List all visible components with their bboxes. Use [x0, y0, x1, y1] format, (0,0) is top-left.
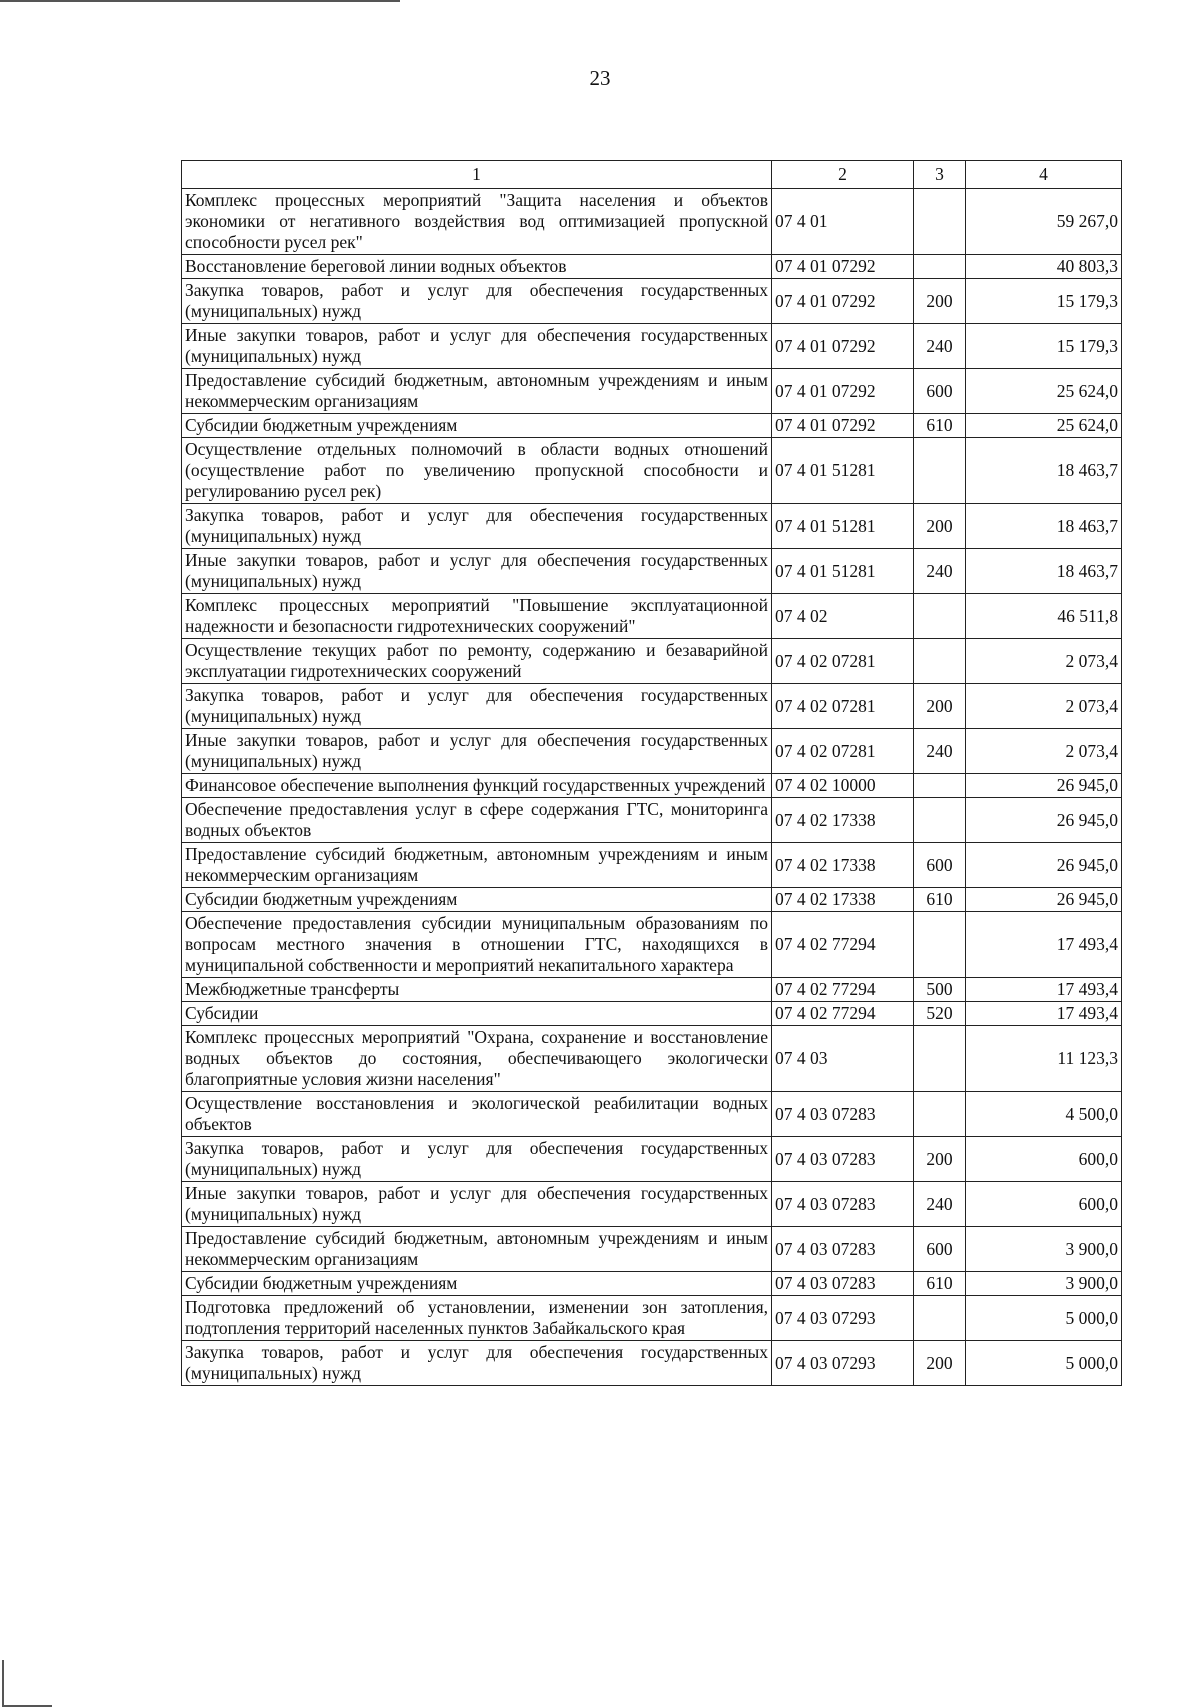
row-type: 200 — [914, 1137, 966, 1182]
row-type: 610 — [914, 888, 966, 912]
scan-edge-top — [0, 0, 400, 2]
row-type: 600 — [914, 369, 966, 414]
row-name: Комплекс процессных мероприятий "Повышение эксплуатационной надежности и безопасности гидротехнических сооружений" — [182, 594, 772, 639]
table-row — [182, 888, 1122, 912]
row-amount: 15 179,3 — [966, 324, 1122, 369]
row-name: Предоставление субсидий бюджетным, автономным учреждениям и иным некоммерческим организациям — [182, 843, 772, 888]
row-name: Иные закупки товаров, работ и услуг для обеспечения государственных (муниципальных) нужд — [182, 324, 772, 369]
table-row — [182, 549, 1122, 594]
row-code: 07 4 01 07292 — [772, 369, 914, 414]
table-row — [182, 912, 1122, 978]
row-code: 07 4 02 07281 — [772, 684, 914, 729]
row-amount: 25 624,0 — [966, 414, 1122, 438]
row-amount: 5 000,0 — [966, 1341, 1122, 1386]
header-col-4: 4 — [966, 161, 1122, 189]
row-name: Финансовое обеспечение выполнения функций государственных учреждений — [182, 774, 772, 798]
header-row — [182, 161, 1122, 189]
row-amount: 4 500,0 — [966, 1092, 1122, 1137]
row-code: 07 4 03 07283 — [772, 1092, 914, 1137]
table-row — [182, 504, 1122, 549]
row-type — [914, 189, 966, 255]
table-row — [182, 594, 1122, 639]
row-name: Комплекс процессных мероприятий "Охрана, сохранение и восстановление водных объектов до состояния, обеспечивающего экологически благоприятные условия жизни населения" — [182, 1026, 772, 1092]
row-type: 200 — [914, 1341, 966, 1386]
row-amount: 46 511,8 — [966, 594, 1122, 639]
row-amount: 17 493,4 — [966, 978, 1122, 1002]
row-name: Восстановление береговой линии водных объектов — [182, 255, 772, 279]
table-row — [182, 324, 1122, 369]
row-type: 600 — [914, 1227, 966, 1272]
row-amount: 26 945,0 — [966, 774, 1122, 798]
table-row — [182, 798, 1122, 843]
table-row — [182, 1227, 1122, 1272]
row-code: 07 4 02 10000 — [772, 774, 914, 798]
row-name: Предоставление субсидий бюджетным, автономным учреждениям и иным некоммерческим организациям — [182, 369, 772, 414]
row-amount: 3 900,0 — [966, 1227, 1122, 1272]
row-type: 520 — [914, 1002, 966, 1026]
row-name: Предоставление субсидий бюджетным, автономным учреждениям и иным некоммерческим организациям — [182, 1227, 772, 1272]
row-name: Закупка товаров, работ и услуг для обеспечения государственных (муниципальных) нужд — [182, 1341, 772, 1386]
table-row — [182, 438, 1122, 504]
row-code: 07 4 02 17338 — [772, 798, 914, 843]
row-type — [914, 1296, 966, 1341]
table-row — [182, 1296, 1122, 1341]
row-name: Иные закупки товаров, работ и услуг для обеспечения государственных (муниципальных) нужд — [182, 729, 772, 774]
row-amount: 40 803,3 — [966, 255, 1122, 279]
row-code: 07 4 02 — [772, 594, 914, 639]
table-row — [182, 189, 1122, 255]
row-name: Закупка товаров, работ и услуг для обеспечения государственных (муниципальных) нужд — [182, 504, 772, 549]
row-amount: 15 179,3 — [966, 279, 1122, 324]
row-type: 240 — [914, 729, 966, 774]
row-name: Субсидии — [182, 1002, 772, 1026]
row-type — [914, 594, 966, 639]
row-type: 610 — [914, 414, 966, 438]
row-code: 07 4 02 77294 — [772, 978, 914, 1002]
table-row — [182, 843, 1122, 888]
row-amount: 17 493,4 — [966, 912, 1122, 978]
row-code: 07 4 02 07281 — [772, 729, 914, 774]
row-code: 07 4 01 07292 — [772, 324, 914, 369]
row-type — [914, 639, 966, 684]
table-row — [182, 1026, 1122, 1092]
row-type: 200 — [914, 684, 966, 729]
row-type — [914, 912, 966, 978]
table-row — [182, 684, 1122, 729]
row-code: 07 4 01 51281 — [772, 438, 914, 504]
row-amount: 25 624,0 — [966, 369, 1122, 414]
row-code: 07 4 02 17338 — [772, 843, 914, 888]
row-amount: 26 945,0 — [966, 798, 1122, 843]
row-name: Обеспечение предоставления субсидии муниципальным образованиям по вопросам местного значения в отношении ГТС, находящихся в муниципальной собственности и мероприятий некапитального характера — [182, 912, 772, 978]
row-code: 07 4 01 51281 — [772, 504, 914, 549]
row-name: Закупка товаров, работ и услуг для обеспечения государственных (муниципальных) нужд — [182, 1137, 772, 1182]
table-row — [182, 978, 1122, 1002]
row-amount: 3 900,0 — [966, 1272, 1122, 1296]
row-amount: 11 123,3 — [966, 1026, 1122, 1092]
row-code: 07 4 03 07283 — [772, 1272, 914, 1296]
row-code: 07 4 03 07293 — [772, 1341, 914, 1386]
row-name: Закупка товаров, работ и услуг для обеспечения государственных (муниципальных) нужд — [182, 684, 772, 729]
table-row — [182, 369, 1122, 414]
row-amount: 600,0 — [966, 1137, 1122, 1182]
table-row — [182, 1182, 1122, 1227]
row-code: 07 4 01 07292 — [772, 279, 914, 324]
budget-table — [181, 160, 1122, 1386]
row-name: Осуществление текущих работ по ремонту, содержанию и безаварийной эксплуатации гидротехнических сооружений — [182, 639, 772, 684]
row-type — [914, 1026, 966, 1092]
row-name: Обеспечение предоставления услуг в сфере содержания ГТС, мониторинга водных объектов — [182, 798, 772, 843]
table-row — [182, 774, 1122, 798]
row-name: Субсидии бюджетным учреждениям — [182, 1272, 772, 1296]
row-code: 07 4 03 07283 — [772, 1137, 914, 1182]
row-type: 240 — [914, 324, 966, 369]
row-amount: 59 267,0 — [966, 189, 1122, 255]
row-name: Межбюджетные трансферты — [182, 978, 772, 1002]
row-type: 200 — [914, 279, 966, 324]
row-code: 07 4 01 51281 — [772, 549, 914, 594]
table-row — [182, 279, 1122, 324]
row-type — [914, 798, 966, 843]
row-code: 07 4 03 07283 — [772, 1227, 914, 1272]
row-amount: 2 073,4 — [966, 684, 1122, 729]
row-type: 240 — [914, 1182, 966, 1227]
row-code: 07 4 02 77294 — [772, 912, 914, 978]
header-col-3: 3 — [914, 161, 966, 189]
row-name: Субсидии бюджетным учреждениям — [182, 414, 772, 438]
row-amount: 5 000,0 — [966, 1296, 1122, 1341]
row-code: 07 4 02 07281 — [772, 639, 914, 684]
row-code: 07 4 03 07283 — [772, 1182, 914, 1227]
row-amount: 26 945,0 — [966, 888, 1122, 912]
row-type: 500 — [914, 978, 966, 1002]
row-name: Закупка товаров, работ и услуг для обеспечения государственных (муниципальных) нужд — [182, 279, 772, 324]
row-type: 610 — [914, 1272, 966, 1296]
row-name: Комплекс процессных мероприятий "Защита населения и объектов экономики от негативного воздействия вод оптимизацией пропускной способности русел рек" — [182, 189, 772, 255]
table-row — [182, 255, 1122, 279]
row-type: 240 — [914, 549, 966, 594]
row-type: 200 — [914, 504, 966, 549]
table-row — [182, 1092, 1122, 1137]
row-amount: 26 945,0 — [966, 843, 1122, 888]
row-code: 07 4 01 07292 — [772, 414, 914, 438]
table-body — [182, 189, 1122, 1386]
row-name: Подготовка предложений об установлении, изменении зон затопления, подтопления территорий населенных пунктов Забайкальского края — [182, 1296, 772, 1341]
row-name: Иные закупки товаров, работ и услуг для обеспечения государственных (муниципальных) нужд — [182, 1182, 772, 1227]
table-row — [182, 729, 1122, 774]
header-col-2: 2 — [772, 161, 914, 189]
table-row — [182, 1002, 1122, 1026]
row-type — [914, 438, 966, 504]
row-name: Осуществление восстановления и экологической реабилитации водных объектов — [182, 1092, 772, 1137]
row-amount: 18 463,7 — [966, 438, 1122, 504]
row-code: 07 4 02 17338 — [772, 888, 914, 912]
row-amount: 18 463,7 — [966, 504, 1122, 549]
table-row — [182, 1137, 1122, 1182]
row-code: 07 4 01 — [772, 189, 914, 255]
row-code: 07 4 01 07292 — [772, 255, 914, 279]
row-code: 07 4 03 — [772, 1026, 914, 1092]
scan-edge-left — [2, 1660, 4, 1707]
row-code: 07 4 03 07293 — [772, 1296, 914, 1341]
page-number: 23 — [589, 66, 611, 90]
row-amount: 18 463,7 — [966, 549, 1122, 594]
row-name: Субсидии бюджетным учреждениям — [182, 888, 772, 912]
row-name: Осуществление отдельных полномочий в области водных отношений (осуществление работ по увеличению пропускной способности и регулированию русел рек) — [182, 438, 772, 504]
row-amount: 17 493,4 — [966, 1002, 1122, 1026]
table-row — [182, 639, 1122, 684]
row-amount: 600,0 — [966, 1182, 1122, 1227]
row-type — [914, 774, 966, 798]
row-type — [914, 255, 966, 279]
header-col-1: 1 — [182, 161, 772, 189]
row-amount: 2 073,4 — [966, 729, 1122, 774]
table-row — [182, 1272, 1122, 1296]
table-row — [182, 414, 1122, 438]
row-type: 600 — [914, 843, 966, 888]
row-name: Иные закупки товаров, работ и услуг для обеспечения государственных (муниципальных) нужд — [182, 549, 772, 594]
row-amount: 2 073,4 — [966, 639, 1122, 684]
row-code: 07 4 02 77294 — [772, 1002, 914, 1026]
row-type — [914, 1092, 966, 1137]
table-row — [182, 1341, 1122, 1386]
